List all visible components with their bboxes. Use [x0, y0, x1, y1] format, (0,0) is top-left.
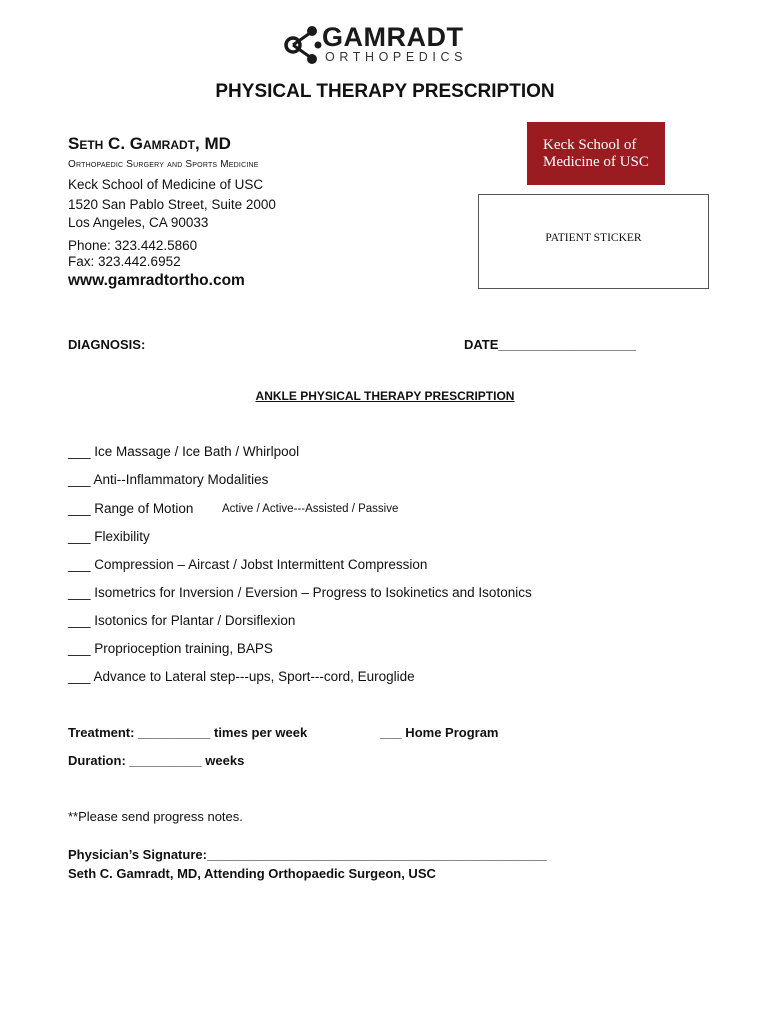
keck-logo-line1: Keck School of [543, 137, 637, 153]
home-program-checkbox[interactable]: ___ Home Program [380, 725, 499, 740]
progress-notes-note: **Please send progress notes. [68, 809, 243, 824]
molecule-logo-icon [284, 24, 324, 66]
treatment-frequency-field[interactable]: Treatment: __________ times per week [68, 725, 308, 740]
page-title: PHYSICAL THERAPY PRESCRIPTION [215, 81, 555, 102]
keck-school-logo [527, 122, 665, 185]
checklist-item-isometrics[interactable]: ___ Isometrics for Inversion / Eversion – Progress to Isokinetics and Isotonics [68, 585, 532, 600]
physician-specialty: Orthopaedic Surgery and Sports Medicine [68, 159, 259, 170]
diagnosis-label: DIAGNOSIS: [68, 337, 146, 352]
physician-website[interactable]: www.gamradtortho.com [68, 272, 245, 289]
checklist-item-compression[interactable]: ___ Compression – Aircast / Jobst Intermittent Compression [68, 557, 428, 572]
physician-city: Los Angeles, CA 90033 [68, 215, 209, 230]
checklist-item-anti-inflammatory[interactable]: ___ Anti-‐Inflammatory Modalities [68, 472, 269, 487]
checklist-item-ice-massage[interactable]: ___ Ice Massage / Ice Bath / Whirlpool [68, 444, 300, 459]
duration-field[interactable]: Duration: __________ weeks [68, 753, 245, 768]
signature-name: Seth C. Gamradt, MD, Attending Orthopaedic Surgeon, USC [68, 866, 436, 881]
logo-subtitle: ORTHOPEDICS [325, 50, 468, 64]
checklist-item-flexibility[interactable]: ___ Flexibility [68, 529, 150, 544]
section-title: ANKLE PHYSICAL THERAPY PRESCRIPTION [255, 389, 515, 403]
physician-fax: Fax: 323.442.6952 [68, 254, 181, 269]
keck-logo-line2: Medicine of USC [543, 154, 649, 170]
physician-name: Seth C. Gamradt, MD [68, 134, 231, 153]
physician-institution: Keck School of Medicine of USC [68, 177, 264, 192]
range-of-motion-options: Active / Active--‐Assisted / Passive [222, 503, 399, 515]
checklist-item-lateral-step[interactable]: ___ Advance to Lateral step--‐ups, Sport--‐cord, Euroglide [68, 669, 415, 684]
logo-name: GAMRADT [322, 22, 464, 52]
date-field[interactable]: DATE___________________ [464, 337, 636, 352]
checklist-item-isotonics[interactable]: ___ Isotonics for Plantar / Dorsiflexion [68, 613, 296, 628]
patient-sticker-label: PATIENT STICKER [545, 232, 642, 244]
patient-sticker-box [478, 194, 709, 289]
signature-field[interactable]: Physician’s Signature:_______________________________________________ [68, 847, 547, 862]
physician-street: 1520 San Pablo Street, Suite 2000 [68, 197, 276, 212]
physician-phone: Phone: 323.442.5860 [68, 238, 198, 253]
checklist-item-proprioception[interactable]: ___ Proprioception training, BAPS [68, 641, 273, 656]
checklist-item-range-of-motion[interactable]: ___ Range of Motion [68, 501, 194, 516]
